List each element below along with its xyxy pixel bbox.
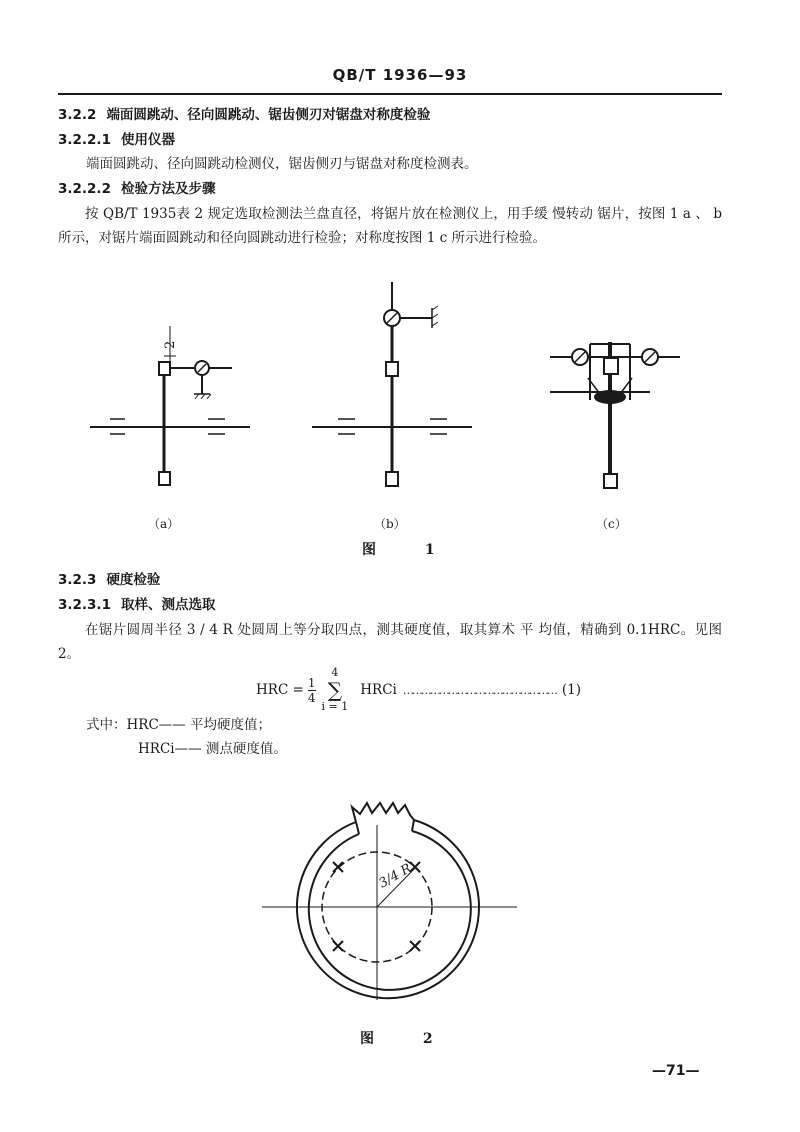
section-number: 3.2.2 <box>58 107 97 123</box>
page-number: —71— <box>652 1063 700 1079</box>
figure-1b-caption: （b） <box>374 517 406 531</box>
radius-label: 3/4 R <box>376 861 415 892</box>
sum-lower-limit: i = 1 <box>321 700 349 713</box>
fraction-numerator: 1 <box>307 675 316 690</box>
figure-2-title: 图 2 <box>360 1031 455 1047</box>
section-3-2-3-1-text: 在锯片圆周半径 3 / 4 R 处圆周上等分取四点，测其硬度值，取其算术 平 均值，精确到 0.1HRC。见图 2。 <box>58 622 722 662</box>
section-3-2-2-heading <box>58 103 430 123</box>
section-number: 3.2.3.1 <box>58 597 111 613</box>
formula-where-line-1 <box>86 713 271 737</box>
section-title: 硬度检验 <box>106 572 161 588</box>
saw-blade-drawing <box>262 803 517 1000</box>
section-title: 端面圆跳动、径向圆跳动、锯齿侧刃对锯盘对称度检验 <box>106 107 431 123</box>
sum-upper-limit: 4 <box>331 666 339 679</box>
section-3-2-3-1-heading <box>58 593 215 613</box>
hardness-formula <box>256 665 581 715</box>
section-title: 检验方法及步骤 <box>120 181 216 197</box>
section-number: 3.2.3 <box>58 572 97 588</box>
section-title: 取样、测点选取 <box>120 597 216 613</box>
fraction-denominator: 4 <box>307 690 316 705</box>
figure-1-title: 图 1 <box>362 542 457 558</box>
figure-2-diagram <box>262 795 532 1025</box>
figure-1a-dimension-label: 2 <box>163 340 178 349</box>
section-3-2-2-1-text: 端面圆跳动、径向圆跳动检测仪，锯齿侧刃与锯盘对称度检测表。 <box>86 156 478 172</box>
header-rule <box>58 93 722 95</box>
formula-leader-dots: …………………………………………… <box>402 683 556 697</box>
where-def-hrci: HRCi—— 测点硬度值。 <box>138 741 287 757</box>
section-title: 使用仪器 <box>120 132 175 148</box>
section-3-2-2-2-text: 按 QB/T 1935表 2 规定选取检测法兰盘直径，将锯片放在检测仪上，用手缓 慢转动 锯片，按图 1 a 、 b 所示，对锯片端面圆跳动和径向圆跳动进行检验；对称度按图 1 c 所示进行检验。 <box>58 206 722 246</box>
figure-1c-symmetry <box>550 342 680 488</box>
formula-summation <box>322 666 349 714</box>
figure-1c-caption: （c） <box>596 517 627 531</box>
figure-1b-radial-runout <box>312 282 472 486</box>
formula-fraction <box>308 676 316 705</box>
sum-symbol: ∑ <box>327 678 343 702</box>
document-code-header: QB/T 1936—93 <box>332 66 468 84</box>
where-def-hrc: HRC—— 平均硬度值； <box>126 717 272 733</box>
figure-1a-caption: （a） <box>148 517 180 531</box>
formula-term: HRCi <box>360 682 397 698</box>
where-lead: 式中： <box>86 717 127 733</box>
formula-equation-number: (1) <box>561 682 581 698</box>
section-3-2-3-heading <box>58 568 160 588</box>
figure-1-diagram <box>80 282 700 510</box>
formula-lhs: HRC = <box>256 682 304 698</box>
section-number: 3.2.2.2 <box>58 181 111 197</box>
section-number: 3.2.2.1 <box>58 132 111 148</box>
section-3-2-2-1-heading <box>58 128 175 148</box>
section-3-2-2-2-heading <box>58 177 215 197</box>
